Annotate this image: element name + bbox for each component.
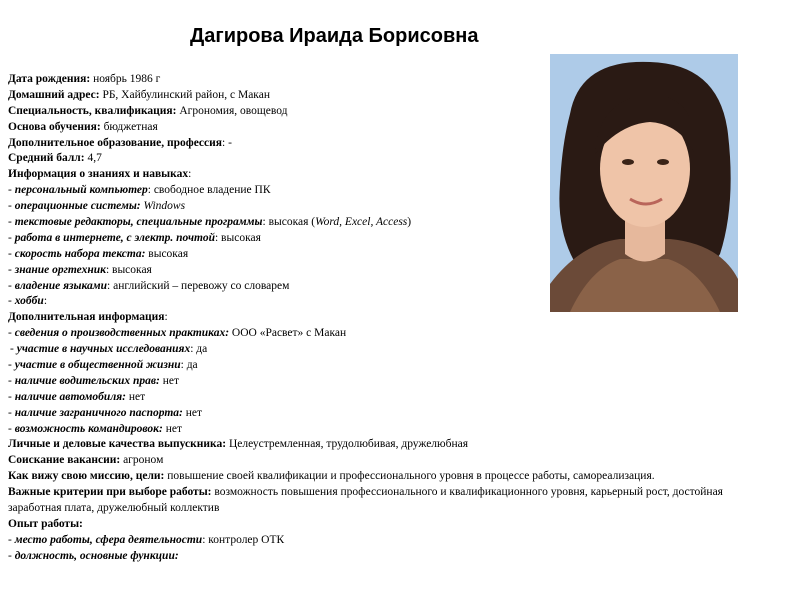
editors-skill-value-c: ) — [407, 216, 412, 229]
home-address-value: РБ, Хайбулинский район, с Макан — [99, 88, 270, 101]
os-skill-value: Windows — [140, 200, 186, 213]
qualities-label: Личные и деловые качества выпускника: — [8, 438, 227, 451]
pc-skill-value: : свободное владение ПК — [147, 184, 271, 197]
workplace-dash: - — [8, 533, 15, 546]
car-dash: - — [8, 390, 15, 403]
passport-dash: - — [8, 406, 15, 419]
office-skill-dash: - — [8, 263, 15, 276]
office-skill-value: : высокая — [105, 263, 152, 276]
gpa-label: Средний балл: — [8, 152, 85, 165]
position-row — [8, 549, 788, 565]
editors-skill-value-b: Word, Excel, Access — [315, 216, 408, 229]
gpa-value: 4,7 — [84, 152, 102, 165]
position-dash: - — [8, 549, 15, 562]
pc-skill-dash: - — [8, 184, 15, 197]
workplace-value: : контролер ОТК — [202, 533, 285, 546]
additional-info-heading-row — [8, 310, 788, 326]
internet-skill-label: работа в интернете, с электр. почтой — [14, 231, 215, 244]
social-life-label: участие в общественной жизни — [14, 359, 181, 372]
birth-date-label: Дата рождения: — [8, 73, 91, 85]
practice-value: ООО «Расвет» с Макан — [229, 327, 347, 340]
pc-skill-label: персональный компьютер — [14, 184, 148, 197]
driving-license-label: наличие водительских прав: — [14, 374, 160, 387]
home-address-row — [8, 88, 788, 104]
passport-row — [8, 406, 788, 422]
hobby-row — [8, 294, 788, 310]
criteria-label: Важные критерии при выборе работы: — [8, 486, 212, 499]
additional-info-heading: Дополнительная информация — [8, 311, 165, 324]
practice-row — [8, 326, 788, 342]
workplace-label: место работы, сфера деятельности — [14, 533, 203, 546]
office-skill-label: знание оргтехник — [14, 263, 106, 276]
position-label: должность, основные функции: — [14, 549, 179, 562]
typing-skill-value: высокая — [145, 247, 189, 260]
car-label: наличие автомобиля: — [14, 390, 126, 403]
study-basis-value: бюджетная — [100, 120, 158, 133]
car-row — [8, 390, 788, 406]
languages-skill-label: владение языками — [14, 279, 108, 292]
experience-heading: Опыт работы: — [8, 517, 83, 530]
vacancy-label: Соискание вакансии: — [8, 454, 121, 467]
research-row — [8, 342, 788, 358]
driving-license-dash: - — [8, 374, 15, 387]
editors-skill-dash: - — [8, 216, 15, 229]
specialty-row — [8, 104, 788, 120]
social-life-row — [8, 358, 788, 374]
languages-skill-value: : английский – перевожу со словарем — [107, 279, 290, 292]
passport-value: нет — [182, 406, 203, 419]
qualities-value: Целеустремленная, трудолюбивая, дружелюбная — [226, 438, 469, 451]
driving-license-row — [8, 374, 788, 390]
typing-skill-row — [8, 247, 788, 263]
os-skill-label: операционные системы: — [14, 200, 141, 213]
internet-skill-value: : высокая — [214, 231, 261, 244]
business-trips-label: возможность командировок: — [14, 422, 163, 435]
workplace-row — [8, 533, 788, 549]
social-life-dash: - — [8, 359, 15, 372]
qualities-row — [8, 437, 788, 453]
criteria-row — [8, 485, 768, 517]
resume-body — [8, 72, 788, 565]
os-skill-dash: - — [8, 200, 15, 213]
research-value: : да — [190, 343, 208, 356]
gpa-row — [8, 151, 788, 167]
experience-heading-row — [8, 517, 788, 533]
hobby-value: : — [43, 295, 48, 308]
business-trips-row — [8, 422, 788, 438]
research-label: участие в научных исследованиях — [16, 343, 191, 356]
business-trips-value: нет — [162, 422, 182, 435]
editors-skill-label: текстовые редакторы, специальные программы — [14, 216, 263, 229]
mission-label: Как вижу свою миссию, цели: — [8, 470, 165, 483]
extra-education-label: Дополнительное образование, профессия — [8, 136, 222, 149]
pc-skill-row — [8, 183, 788, 199]
additional-info-heading-colon: : — [164, 311, 168, 324]
birth-date-value: ноябрь 1986 г — [90, 73, 161, 85]
editors-skill-value-a: : высокая ( — [262, 216, 316, 229]
vacancy-value: агроном — [120, 454, 164, 467]
criteria-value: возможность повышения профессионального и квалификационного уровня, карьерный рост, достойная заработная плата, дружелюбный коллектив — [8, 486, 723, 515]
birth-date-row — [8, 72, 788, 88]
car-value: нет — [125, 390, 146, 403]
hobby-dash: - — [8, 295, 15, 308]
languages-skill-dash: - — [8, 279, 15, 292]
extra-education-value: : - — [222, 136, 232, 149]
vacancy-row — [8, 453, 788, 469]
editors-skill-row — [8, 215, 788, 231]
driving-license-value: нет — [159, 374, 180, 387]
study-basis-row — [8, 120, 788, 136]
extra-education-row — [8, 136, 788, 152]
practice-dash: - — [8, 327, 15, 340]
research-dash: - — [10, 343, 17, 356]
page-title: Дагирова Ираида Борисовна — [190, 25, 479, 47]
skills-heading: Информация о знаниях и навыках — [8, 168, 189, 181]
os-skill-row — [8, 199, 788, 215]
passport-label: наличие заграничного паспорта: — [14, 406, 183, 419]
typing-skill-label: скорость набора текста: — [14, 247, 146, 260]
internet-skill-dash: - — [8, 231, 15, 244]
social-life-value: : да — [180, 359, 198, 372]
typing-skill-dash: - — [8, 247, 15, 260]
skills-heading-row — [8, 167, 788, 183]
hobby-label: хобби — [14, 295, 44, 308]
specialty-label: Специальность, квалификация: — [8, 104, 177, 117]
skills-heading-colon: : — [188, 168, 192, 181]
internet-skill-row — [8, 231, 788, 247]
home-address-label: Домашний адрес: — [8, 88, 100, 101]
specialty-value: Агрономия, овощевод — [176, 104, 288, 117]
business-trips-dash: - — [8, 422, 15, 435]
mission-value: повышение своей квалификации и профессионального уровня в процессе работы, самореализация. — [164, 470, 655, 483]
study-basis-label: Основа обучения: — [8, 120, 101, 133]
languages-skill-row — [8, 279, 788, 295]
office-skill-row — [8, 263, 788, 279]
mission-row — [8, 469, 788, 485]
practice-label: сведения о производственных практиках: — [14, 327, 230, 340]
